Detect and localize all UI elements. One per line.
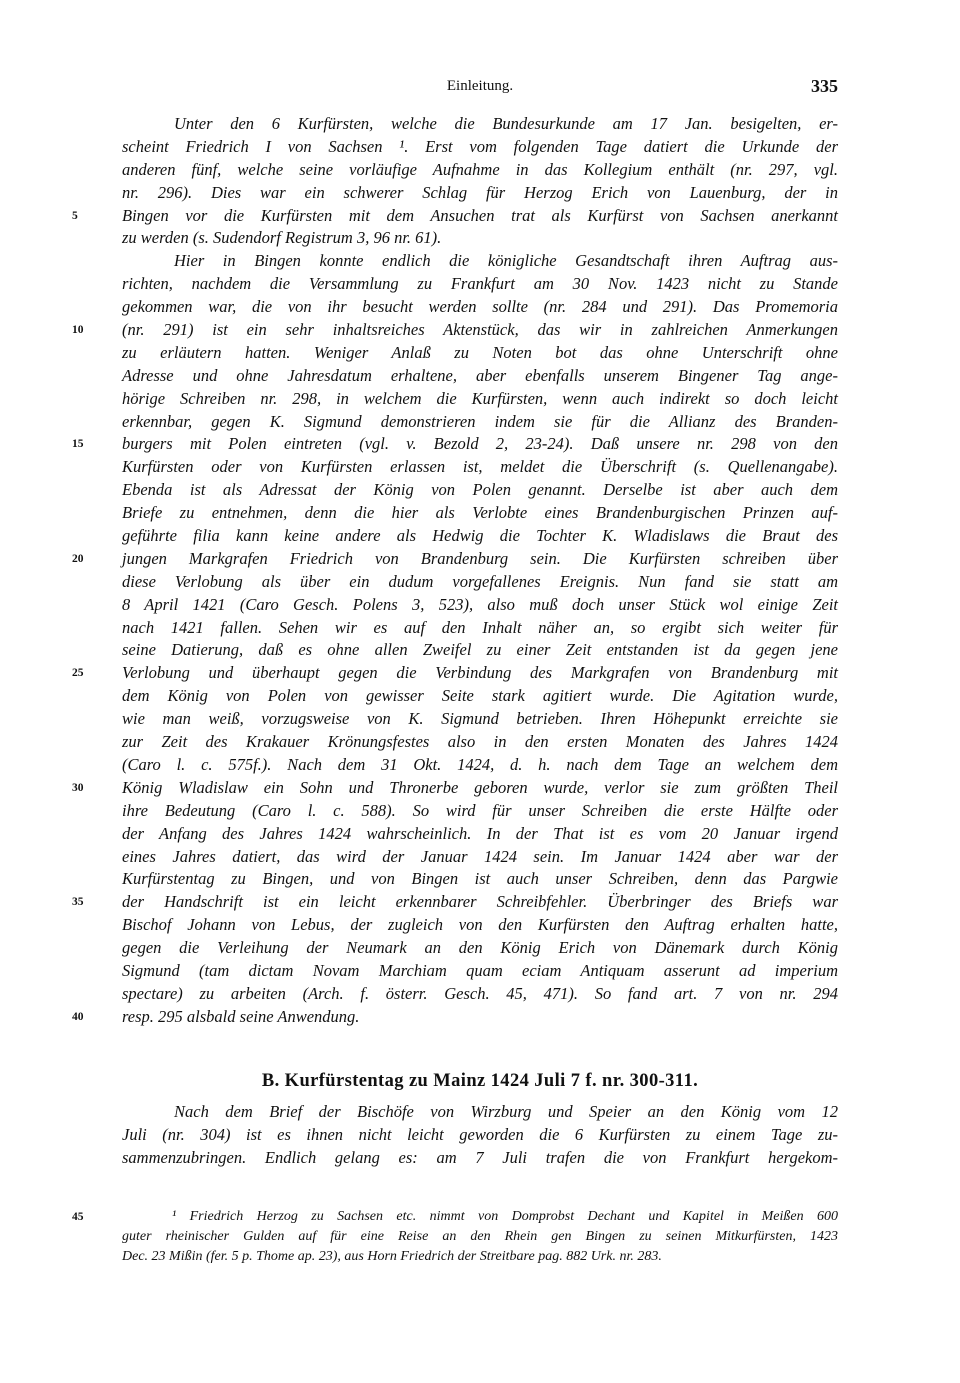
text-line [122, 1247, 838, 1267]
footnotes [72, 1207, 838, 1267]
text-line [122, 227, 838, 250]
line-text: Juli (nr. 304) ist es ihnen nicht leicht geworden die 6 Kurfürsten zu einem Tage zu- [122, 1124, 838, 1144]
line-text: Dec. 23 Mißin (fer. 5 p. Thome ap. 23), aus Horn Friedrich der Streitbare pag. 882 Urk. nr. 283. [122, 1249, 662, 1264]
text-line [122, 754, 838, 777]
page-number: 335 [811, 76, 838, 96]
line-number: 20 [72, 552, 84, 565]
text-line [122, 868, 838, 891]
text-line [72, 891, 838, 914]
text-line [122, 983, 838, 1006]
text-line [122, 479, 838, 502]
line-text: scheint Friedrich I von Sachsen ¹. Erst vom folgenden Tage datiert die Urkunde der [122, 136, 838, 156]
text-line [72, 777, 838, 800]
line-text: Verlobung und überhaupt gegen die Verbindung des Markgrafen von Brandenburg mit [122, 663, 838, 683]
text-line [122, 159, 838, 182]
text-line [122, 388, 838, 411]
line-number: 35 [72, 896, 84, 909]
text-line [72, 1006, 838, 1029]
line-text: eines Jahres datiert, das wird der Januar 1424 sein. Im Januar 1424 aber war der [122, 846, 838, 866]
line-text: Sigmund (tam dictam Novam Marchiam quam eciam Antiquam asserunt ad imperium [122, 960, 838, 980]
text-line [122, 411, 838, 434]
line-text: Kurfürsten oder von Kurfürsten erlassen ist, meldet die Überschrift (s. Quellenangabe). [122, 457, 838, 477]
text-line [122, 296, 838, 319]
line-number: 30 [72, 781, 84, 794]
line-number: 15 [72, 438, 84, 451]
text-line [122, 846, 838, 869]
text-line [122, 456, 838, 479]
text-line [122, 502, 838, 525]
line-text: guter rheinischer Gulden auf für eine Reise an den Rhein gen Bingen zu seinen Mitkurfürsten, 1423 [122, 1229, 838, 1244]
line-text: hörige Schreiben nr. 298, in welchem die Kurfürsten, wenn auch indirekt so doch leicht [122, 388, 838, 408]
line-text: wie man weiß, vorzugsweise von K. Sigmund betrieben. Ihren Höhepunkt erreichte sie [122, 709, 838, 729]
page-header [122, 78, 838, 100]
line-number: 10 [72, 324, 84, 337]
line-number: 25 [72, 667, 84, 680]
line-number: 40 [72, 1010, 84, 1023]
line-text: dem König von Polen von gewisser Seite stark agitiert wurde. Die Agitation wurde, [122, 686, 838, 706]
text-line [122, 685, 838, 708]
line-text: geführte filia kann keine andere als Hedwig die Tochter K. Wladislaws die Braut des [122, 526, 838, 546]
text-line [122, 937, 838, 960]
line-text: Briefe zu entnehmen, denn die hier als Verlobte eines Brandenburgischen Prinzen auf- [122, 503, 838, 523]
line-text: Adresse und ohne Jahresdatum erhaltene, aber ebenfalls unserem Bingener Tag ange- [122, 365, 838, 385]
text-line [122, 250, 838, 273]
text-line [122, 273, 838, 296]
text-line [122, 708, 838, 731]
text-line [122, 342, 838, 365]
line-text: der Handschrift ist ein leicht erkennbarer Schreibfehler. Überbringer des Briefs war [122, 892, 838, 912]
text-line [122, 1147, 838, 1170]
line-text: (nr. 291) ist ein sehr inhaltsreiches Aktenstück, das wir in zahlreichen Anmerkungen [122, 320, 838, 340]
text-line [122, 960, 838, 983]
section-text [122, 1101, 838, 1170]
line-text: burgers mit Polen eintreten (vgl. v. Bezold 2, 23-24). Daß unsere nr. 298 von den [122, 434, 838, 454]
line-text: nach 1421 fallen. Sehen wir es auf den Inhalt näher an, so ergibt sich weiter für [122, 617, 838, 637]
section-heading: B. Kurfürstentag zu Mainz 1424 Juli 7 f. nr. 300-311. [261, 1071, 699, 1091]
line-text: anderen fünf, welche seine vorläufige Aufnahme in das Kollegium enthält (nr. 297, vgl. [122, 159, 838, 179]
text-line [122, 365, 838, 388]
text-line [122, 571, 838, 594]
line-text: spectare) zu arbeiten (Arch. f. österr. Gesch. 45, 471). So fand art. 7 von nr. 294 [122, 983, 838, 1003]
line-text: der Anfang des Jahres 1424 wahrscheinlich. In der That ist es vom 20 Januar irgend [122, 823, 838, 843]
line-text: Bingen vor die Kurfürsten mit dem Ansuchen trat als Kurfürst von Sachsen anerkannt [122, 205, 838, 225]
text-line [122, 823, 838, 846]
text-line [72, 433, 838, 456]
line-text: König Wladislaw ein Sohn und Thronerbe geboren wurde, verlor sie zum größten Theil [122, 777, 838, 797]
line-text: Nach dem Brief der Bischöfe von Wirzburg und Speier an den König vom 12 [174, 1102, 838, 1121]
line-text: 8 April 1421 (Caro Gesch. Polens 3, 523), also muß doch unser Stück wol einige Zeit [122, 594, 838, 614]
text-line [122, 113, 838, 136]
text-line [72, 1207, 838, 1227]
line-text: zu erläutern hatten. Weniger Anlaß zu Noten bot das ohne Unterschrift ohne [122, 342, 838, 362]
line-text: Ebenda ist als Adressat der König von Polen genannt. Derselbe ist aber auch dem [122, 480, 838, 500]
line-number: 45 [72, 1211, 84, 1223]
line-number: 5 [72, 209, 78, 222]
line-text: nr. 296). Dies war ein schwerer Schlag für Herzog Erich von Lauenburg, der in [122, 182, 838, 202]
running-title: Einleitung. [446, 78, 514, 94]
line-text: (Caro l. c. 575f.). Nach dem 31 Okt. 1424, d. h. nach dem Tage an welchem dem [122, 754, 838, 774]
line-text: resp. 295 alsbald seine Anwendung. [122, 1006, 360, 1026]
text-line [122, 1101, 838, 1124]
line-text: Kurfürstentag zu Bingen, und von Bingen ist auch unser Schreiben, denn das Pargwie [122, 869, 838, 889]
text-line [122, 182, 838, 205]
text-line [72, 205, 838, 228]
line-text: ihre Bedeutung (Caro l. c. 588). So wird für unser Schreiben die erste Hälfte oder [122, 800, 838, 820]
main-text [72, 113, 838, 1029]
line-text: diese Verlobung als über ein dudum vorgefallenes Ereignis. Nun fand sie statt am [122, 571, 838, 591]
line-text: ¹ Friedrich Herzog zu Sachsen etc. nimmt von Domprobst Dechant und Kapitel in Meißen 600 [172, 1209, 838, 1224]
text-line [122, 594, 838, 617]
text-line [122, 731, 838, 754]
line-text: Unter den 6 Kurfürsten, welche die Bundesurkunde am 17 Jan. besigelten, er- [174, 114, 838, 133]
text-line [122, 617, 838, 640]
text-line [72, 662, 838, 685]
line-text: sammenzubringen. Endlich gelang es: am 7 Juli trafen die von Frankfurt hergekom- [122, 1147, 838, 1167]
line-text: erkennbar, gegen K. Sigmund demonstrieren indem sie für die Allianz des Branden- [122, 411, 838, 431]
text-line [122, 136, 838, 159]
text-line [72, 319, 838, 342]
line-text: seine Datierung, daß es ohne allen Zweifel zu einer Zeit entstanden ist da gegen jene [122, 640, 838, 660]
text-line [72, 548, 838, 571]
line-text: zu werden (s. Sudendorf Registrum 3, 96 nr. 61). [122, 228, 442, 248]
line-text: zur Zeit des Krakauer Krönungsfestes also in den ersten Monaten des Jahres 1424 [122, 732, 838, 752]
text-line [122, 1124, 838, 1147]
text-line [122, 1227, 838, 1247]
text-line [122, 525, 838, 548]
line-text: Hier in Bingen konnte endlich die königliche Gesandtschaft ihren Auftrag aus- [174, 251, 838, 271]
text-line [122, 914, 838, 937]
line-text: gegen die Verleihung der Neumark an den König Erich von Dänemark durch König [122, 938, 838, 958]
line-text: richten, nachdem die Versammlung zu Frankfurt am 30 Nov. 1423 nicht zu Stande [122, 274, 838, 294]
text-line [122, 800, 838, 823]
text-line [122, 639, 838, 662]
line-text: Bischof Johann von Lebus, der zugleich von den Kurfürsten den Auftrag erhalten hatte, [122, 915, 838, 935]
line-text: gekommen war, die von ihr besucht werden sollte (nr. 284 und 291). Das Promemoria [122, 297, 838, 317]
line-text: jungen Markgrafen Friedrich von Brandenburg sein. Die Kurfürsten schreiben über [122, 548, 838, 568]
